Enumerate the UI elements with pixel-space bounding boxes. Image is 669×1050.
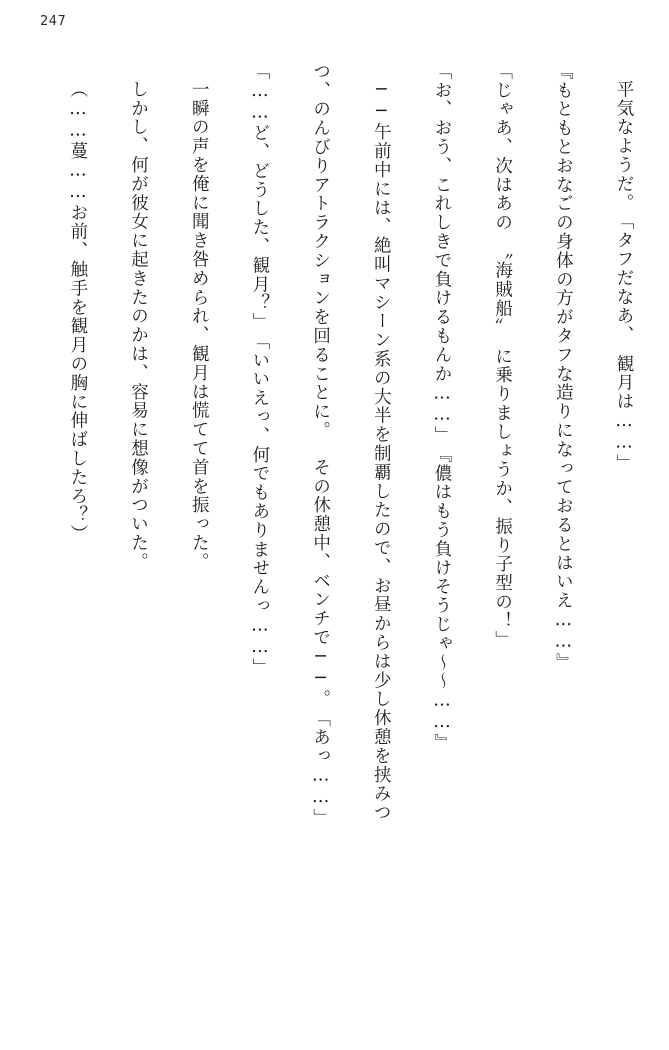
text-line: 『儂はもう負けそうじゃ～～……』 — [431, 445, 452, 753]
text-line: 一瞬の声を俺に聞き咎められ、観月は慌てて首を振った。 — [189, 80, 210, 572]
text-line: 「じゃあ、次はあの 〝海賊船〟 に乗りましょうか、振り子型の！」 — [492, 62, 513, 650]
text-line: ──午前中には、絶叫マシーン系の大半を制覇したので、お昼からは少し休憩を挟みつ — [371, 80, 392, 823]
text-line: しかし、何が彼女に起きたのかは、容易に想像がついた。 — [128, 80, 149, 572]
text-line: 「あっ……」 — [310, 708, 331, 828]
page-number: 247 — [40, 14, 67, 29]
text-line: （……蔓……お前、触手を観月の胸に伸ばしたろ？） — [67, 80, 88, 544]
text-line: 「タフだなあ、 観月は……」 — [614, 212, 634, 474]
text-line: 『もともとおなごの身体の方がタフな造りになっておるとはいえ……』 — [553, 62, 574, 672]
vertical-text-body — [34, 62, 641, 1016]
text-line: つ、のんびりアトラクションを回ることに。 — [310, 62, 331, 440]
text-line: 「お、おう、これしきで負けるもんか……」 — [431, 62, 452, 445]
text-line: その休憩中、ベンチで──。 — [310, 458, 331, 709]
text-line: 平気なようだ。 — [614, 80, 634, 213]
text-line: 「いいえっ、何でもありませんっ……」 — [249, 331, 270, 677]
text-line: 「……ど、どうした、観月？」 — [249, 62, 270, 332]
